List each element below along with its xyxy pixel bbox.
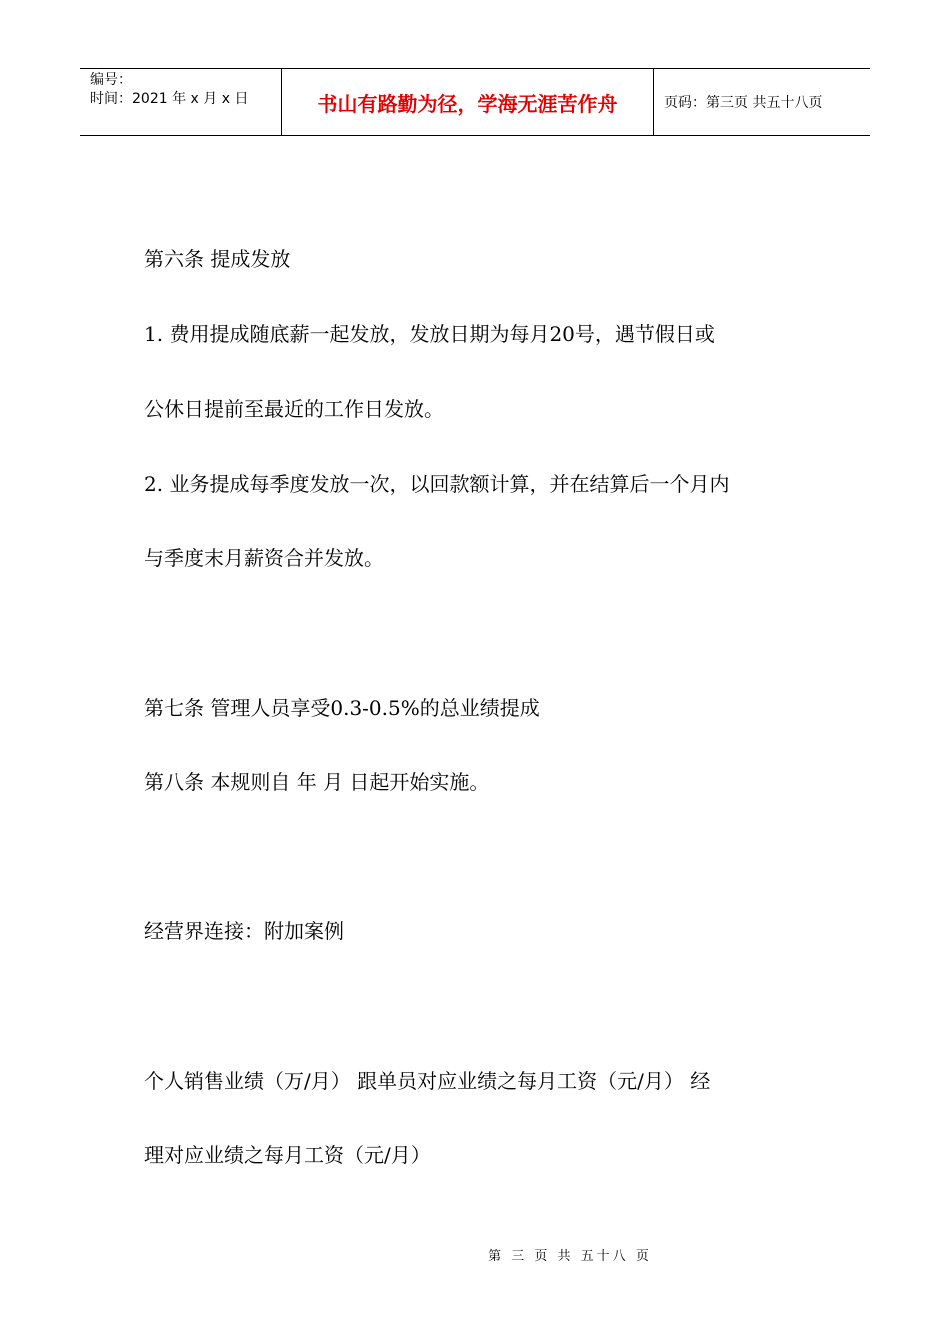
- article-6-item-2-line-2: 与季度末月薪资合并发放。: [144, 546, 384, 570]
- page-header: [80, 68, 870, 136]
- footer-page-number: 第 三 页 共 五十八 页: [488, 1249, 652, 1264]
- article-6-item-1-line-1: 1. 费用提成随底薪一起发放，发放日期为每月20号，遇节假日或: [144, 322, 715, 346]
- doc-time-label: 时间：2021 年 x 月 x 日: [90, 91, 249, 107]
- table-header-line-1: 个人销售业绩（万/月） 跟单员对应业绩之每月工资（元/月） 经: [144, 1069, 711, 1093]
- article-6-item-1-line-2: 公休日提前至最近的工作日发放。: [144, 397, 444, 421]
- article-8: 第八条 本规则自 年 月 日起开始实施。: [144, 770, 490, 794]
- header-meta-cell: [80, 69, 282, 135]
- doc-number-label: 编号：: [90, 72, 132, 88]
- page-footer: [0, 1245, 950, 1264]
- table-header-line-2: 理对应业绩之每月工资（元/月）: [144, 1143, 431, 1167]
- article-7: 第七条 管理人员享受0.3-0.5%的总业绩提成: [144, 696, 540, 720]
- article-6-heading: 第六条 提成发放: [144, 247, 291, 271]
- header-page-info: 页码：第三页 共五十八页: [664, 95, 823, 111]
- link-heading: 经营界连接：附加案例: [144, 919, 344, 943]
- header-motto: 书山有路勤为径，学海无涯苦作舟: [282, 69, 654, 135]
- article-6-item-2-line-1: 2. 业务提成每季度发放一次，以回款额计算，并在结算后一个月内: [144, 472, 730, 496]
